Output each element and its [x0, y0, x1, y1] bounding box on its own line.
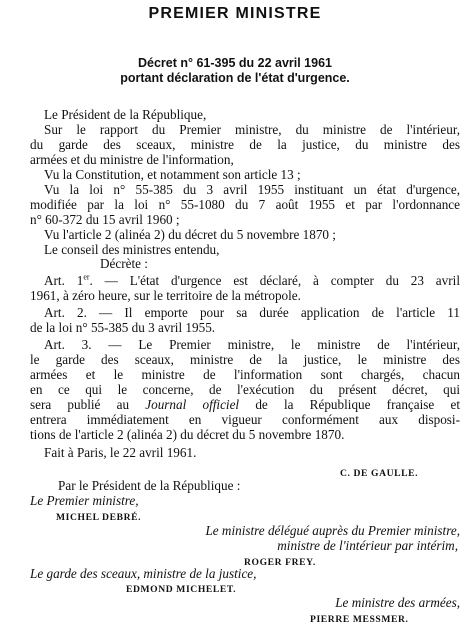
article-1-line — [44, 273, 460, 289]
preamble-line: n° 60-372 du 15 avril 1960 ; — [30, 211, 180, 227]
decree-subject: portant déclaration de l'état d'urgence. — [120, 71, 350, 85]
article-1-label: Art. 1 — [44, 272, 84, 288]
preamble-line: Vu l'article 2 (alinéa 2) du décret du 5 novembre 1870 ; — [44, 226, 336, 242]
preamble-president: Le Président de la République, — [44, 106, 207, 122]
armees-title: Le ministre des armées, — [335, 595, 460, 611]
justice-name: EDMOND MICHELET. — [126, 583, 237, 595]
president-signature: C. DE GAULLE. — [340, 468, 419, 480]
delegate-title: ministre de l'intérieur par intérim, — [277, 537, 458, 553]
article-3-line: le garde des sceaux, ministre de la justice, le ministre des — [30, 351, 460, 367]
ministry-title: PREMIER MINISTRE — [148, 5, 322, 22]
article-2-line: de la loi n° 55-385 du 3 avril 1955. — [30, 319, 216, 335]
article-1-line: 1961, à zéro heure, sur le territoire de la métropole. — [30, 287, 301, 303]
preamble-line: Vu la Constitution, et notamment son article 13 ; — [44, 166, 301, 182]
preamble-line: armées et du ministre de l'information, — [30, 151, 234, 167]
journal-officiel: Journal officiel — [145, 396, 240, 412]
article-3-line: en ce qui le concerne, de l'exécution du présent décret, qui — [30, 381, 460, 397]
decrete-heading: Décrète : — [100, 255, 148, 271]
article-3-text: de la République française et — [239, 396, 460, 412]
preamble-line: du garde des sceaux, ministre de la justice, du ministre des — [30, 136, 460, 152]
article-3-line — [30, 397, 460, 413]
article-3-text: sera publié au — [30, 396, 146, 412]
decree-number: Décret n° 61-395 du 22 avril 1961 — [137, 56, 332, 70]
article-2-line: Art. 2. — Il emporte pour sa durée application de l'article 11 — [44, 304, 460, 320]
article-3-line: tions de l'article 2 (alinéa 2) du décret du 5 novembre 1870. — [30, 426, 345, 442]
preamble-line: Sur le rapport du Premier ministre, du ministre de l'intérieur, — [44, 121, 460, 137]
by-president: Par le Président de la République : — [58, 477, 241, 493]
article-3-line: entrera immédiatement en vigueur conformément aux disposi- — [30, 411, 460, 427]
delegate-name: ROGER FREY. — [244, 556, 316, 568]
preamble-line: Vu la loi n° 55-385 du 3 avril 1955 instituant un état d'urgence, — [44, 181, 460, 197]
preamble-line: Le conseil des ministres entendu, — [44, 241, 220, 257]
article-1-sup: er — [83, 272, 90, 282]
article-3-line: Art. 3. — Le Premier ministre, le ministre de l'intérieur, — [44, 336, 460, 352]
armees-name: PIERRE MESSMER. — [310, 614, 409, 625]
date-place: Fait à Paris, le 22 avril 1961. — [44, 444, 197, 460]
article-1-text: . — L'état d'urgence est déclaré, à compter du 23 avril — [89, 272, 460, 288]
justice-title: Le garde des sceaux, ministre de la justice, — [30, 566, 257, 581]
pm-title: Le Premier ministre, — [30, 492, 139, 508]
delegate-title: Le ministre délégué auprès du Premier ministre, — [205, 522, 460, 538]
preamble-line: modifiée par la loi n° 55-1080 du 7 août 1955 et par l'ordonnance — [30, 196, 460, 212]
pm-name: MICHEL DEBRÉ. — [56, 511, 142, 523]
article-3-line: armées et le ministre de l'information sont chargés, chacun — [30, 366, 460, 382]
